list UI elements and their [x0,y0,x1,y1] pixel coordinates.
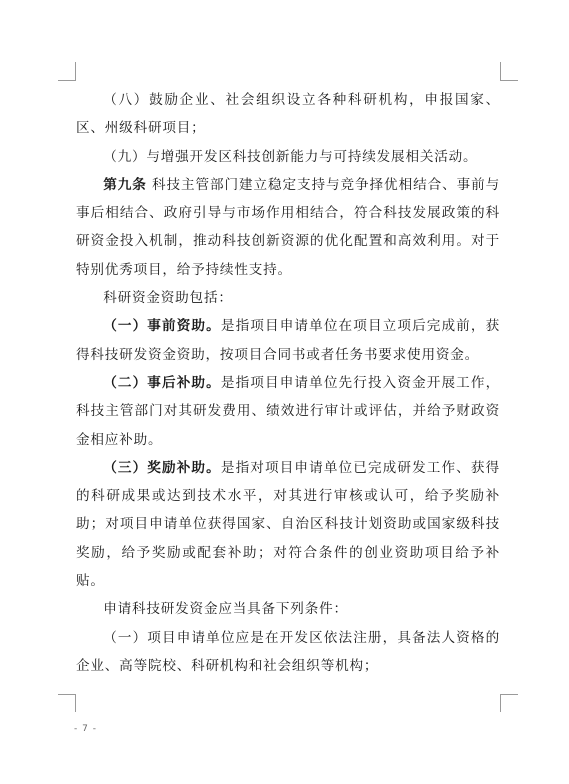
crop-mark-top-left [58,80,76,81]
paragraph-text: （八）鼓励企业、社会组织设立各种科研机构，申报国家、区、州级科研项目； [76,92,500,137]
crop-mark-top-left [75,62,76,81]
paragraph [76,624,500,681]
paragraph-text: 科技主管部门建立稳定支持与竞争择优相结合、事前与事后相结合、政府引导与市场作用相结合，符合科技发展政策的科研资金投入机制，推动科技创新资源的优化配置和高效利用。对于特别优秀项目，给予持续性支持。 [76,176,500,278]
article-heading: 第九条 [103,176,147,193]
paragraph [76,595,500,623]
crop-mark-top-right [500,62,501,81]
paragraph [76,86,500,143]
item-heading: （一）事前资助。 [103,318,221,335]
paragraph [76,312,500,369]
crop-mark-bottom-right [500,694,501,712]
paragraph-text: 申请科技研发资金应当具备下列条件： [103,601,348,618]
crop-mark-bottom-left [58,694,76,695]
page-number: - 7 - [74,724,97,734]
item-heading: （三）奖励补助。 [103,459,221,476]
paragraph [76,143,500,171]
crop-mark-top-right [500,80,518,81]
paragraph-text: （九）与增强开发区科技创新能力与可持续发展相关活动。 [103,148,478,165]
paragraph-text: 是指对项目申请单位已完成研发工作、获得的科研成果或达到技术水平，对其进行审核或认可，给予奖励补助；对项目申请单位获得国家、自治区科技计划资助或国家级科技奖励，给予奖励或配套补助；对符合条件的创业资助项目给予补贴。 [76,459,500,590]
crop-mark-bottom-right [500,694,518,695]
item-heading: （二）事后补助。 [103,374,221,391]
crop-mark-bottom-left [75,694,76,712]
article-paragraph [76,171,500,284]
paragraph [76,454,500,595]
paragraph-text: 科研资金资助包括： [103,290,233,307]
paragraph-text: （一）项目申请单位应是在开发区依法注册，具备法人资格的企业、高等院校、科研机构和社会组织等机构； [76,629,500,674]
paragraph-text: 是指项目申请单位先行投入资金开展工作，科技主管部门对其研发费用、绩效进行审计或评估，并给予财政资金相应补助。 [76,374,500,448]
paragraph [76,284,500,312]
document-body [76,86,500,680]
paragraph [76,369,500,454]
paragraph-text: 是指项目申请单位在项目立项后完成前，获得科技研发资金资助，按项目合同书或者任务书要求使用资金。 [76,318,500,363]
